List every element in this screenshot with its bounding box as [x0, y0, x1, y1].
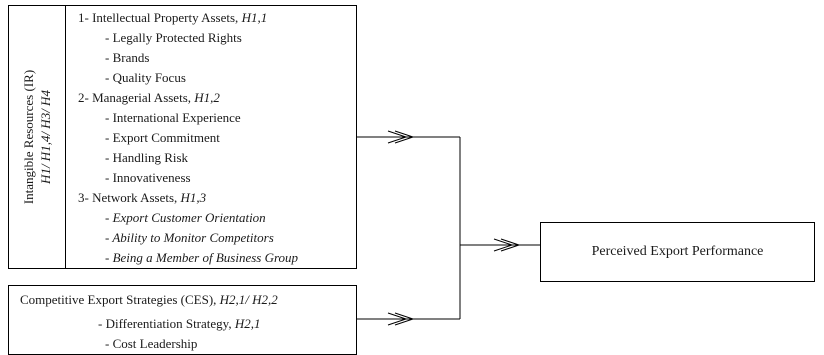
ir-group-2-title: 2- Managerial Assets, H1,2 — [78, 90, 220, 105]
ir-item-international-experience: - International Experience — [105, 110, 241, 125]
ir-item-handling-risk: - Handling Risk — [105, 150, 189, 165]
ir-side-hypotheses: H1/ H1,4/ H3/ H4 — [37, 90, 53, 184]
ces-title: Competitive Export Strategies (CES), H2,1/ H2,2 — [20, 292, 278, 307]
ir-group-3-hypothesis: H1,3 — [180, 190, 207, 205]
ces-item-cost-leadership: - Cost Leadership — [105, 336, 198, 351]
ces-hypothesis: H2,1/ H2,2 — [219, 292, 278, 307]
ir-item-legally-protected-rights: - Legally Protected Rights — [105, 30, 242, 45]
ir-item-ability-to-monitor-competitors: - Ability to Monitor Competitors — [105, 230, 274, 245]
ir-group-1-hypothesis: H1,1 — [241, 10, 268, 25]
perceived-export-performance-label: Perceived Export Performance — [591, 244, 764, 259]
ir-item-export-customer-orientation: - Export Customer Orientation — [105, 210, 266, 225]
ir-item-export-commitment: - Export Commitment — [105, 130, 220, 145]
ir-item-quality-focus: - Quality Focus — [105, 70, 186, 85]
ir-item-innovativeness: - Innovativeness — [105, 170, 191, 185]
ir-group-3-title: 3- Network Assets, H1,3 — [78, 190, 207, 205]
ir-group-1-title: 1- Intellectual Property Assets, H1,1 — [78, 10, 268, 25]
ces-item-differentiation-strategy: - Differentiation Strategy, H2,1 — [98, 316, 261, 331]
ir-side-title: Intangible Resources (IR) — [20, 69, 36, 205]
ces-item-differentiation-hypothesis: H2,1 — [234, 316, 261, 331]
ir-group-2-hypothesis: H1,2 — [194, 90, 220, 105]
ir-item-member-of-business-group: - Being a Member of Business Group — [105, 250, 299, 265]
ir-item-brands: - Brands — [105, 50, 150, 65]
